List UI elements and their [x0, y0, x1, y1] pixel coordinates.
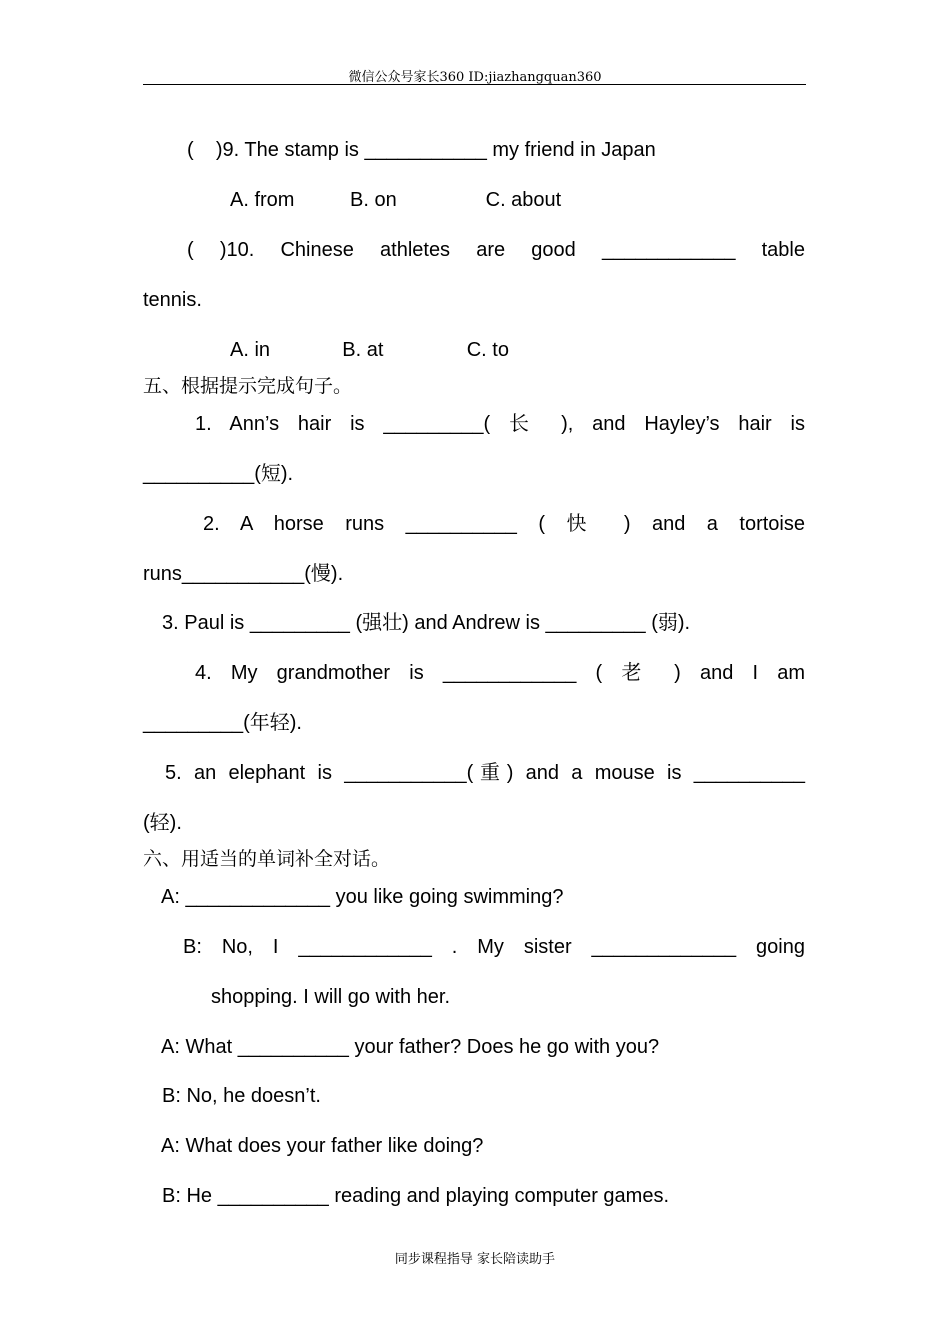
sentence-5-line1: 5. an elephant is ___________(重) and a mouse is __________	[165, 762, 805, 784]
section-6-title: 六、用适当的单词补全对话。	[143, 848, 391, 870]
dialogue-line-3: A: What __________ your father? Does he go with you?	[161, 1036, 660, 1058]
header-rule	[143, 84, 806, 85]
question-10-options: A. in B. at C. to	[230, 339, 509, 361]
dialogue-line-6: B: He __________ reading and playing computer games.	[162, 1185, 670, 1207]
question-10-stem-line2: tennis.	[143, 289, 202, 311]
sentence-5-line2: (轻).	[143, 812, 182, 834]
sentence-4-line1: 4. My grandmother is ____________ ( 老 ) and I am	[195, 662, 805, 684]
dialogue-line-2a: B: No, I ____________ . My sister _____________ going	[183, 936, 805, 958]
sentence-2-line1: 2. A horse runs __________ ( 快 ) and a tortoise	[203, 513, 805, 535]
section-5-title: 五、根据提示完成句子。	[143, 375, 353, 397]
sentence-2-line2: runs___________(慢).	[143, 563, 344, 585]
page-footer: 同步课程指导 家长陪读助手	[394, 1252, 556, 1267]
dialogue-line-5: A: What does your father like doing?	[161, 1135, 484, 1157]
page-header: 微信公众号家长360 ID:jiazhangquan360	[348, 70, 602, 85]
dialogue-line-1: A: _____________ you like going swimming?	[161, 886, 564, 908]
sentence-1-line2: __________(短).	[143, 463, 294, 485]
dialogue-line-2b: shopping. I will go with her.	[211, 986, 451, 1008]
question-10-stem-line1: ( )10. Chinese athletes are good ____________ table	[187, 239, 805, 261]
sentence-1-line1: 1. Ann’s hair is _________( 长 ), and Hayley’s hair is	[195, 413, 805, 435]
sentence-4-line2: _________(年轻).	[143, 712, 302, 734]
question-9-stem: ( )9. The stamp is ___________ my friend in Japan	[187, 139, 656, 161]
question-9-options: A. from B. on C. about	[230, 189, 562, 211]
sentence-3: 3. Paul is _________ (强壮) and Andrew is _________ (弱).	[162, 612, 691, 634]
dialogue-line-4: B: No, he doesn’t.	[162, 1085, 321, 1107]
